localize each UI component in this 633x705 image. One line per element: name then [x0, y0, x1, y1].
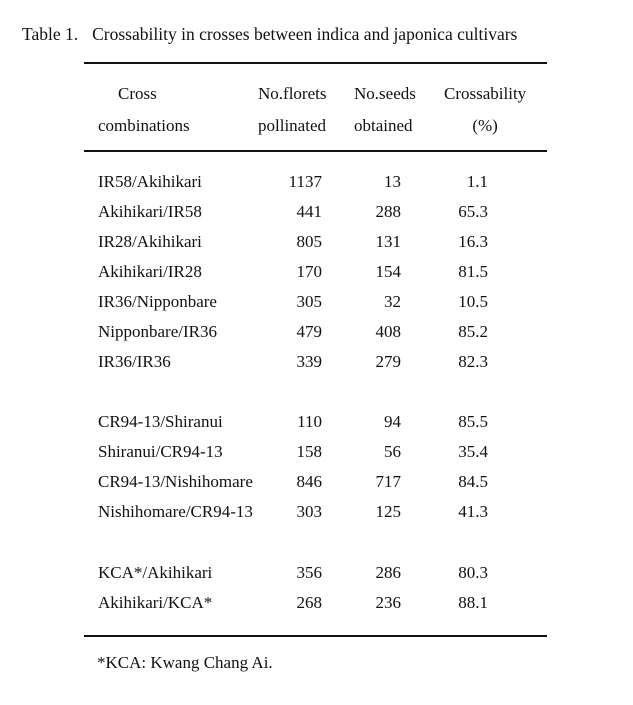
table-row: Nishihomare/CR94-13 303 125 41.3	[98, 502, 488, 521]
table-row: IR36/IR36 339 279 82.3	[98, 352, 488, 371]
table-row: Nipponbare/IR36 479 408 85.2	[98, 322, 488, 341]
table-row: Shiranui/CR94-13 158 56 35.4	[98, 442, 488, 461]
table-row: IR28/Akihikari 805 131 16.3	[98, 232, 488, 251]
table-row: IR36/Nipponbare 305 32 10.5	[98, 292, 488, 311]
table-row: CR94-13/Shiranui 110 94 85.5	[98, 412, 488, 431]
column-header-florets: No.florets pollinated	[258, 84, 327, 135]
header-rule	[84, 150, 547, 152]
table-row: CR94-13/Nishihomare 846 717 84.5	[98, 472, 488, 491]
column-header-cross: Cross combinations	[98, 84, 190, 135]
table-number: Table 1.	[22, 24, 79, 44]
table-footnote: *KCA: Kwang Chang Ai.	[97, 653, 273, 672]
table-row: IR58/Akihikari 1137 13 1.1	[98, 172, 488, 191]
column-header-seeds: No.seeds obtained	[354, 84, 416, 135]
table-row: Akihikari/IR28 170 154 81.5	[98, 262, 488, 281]
table-caption	[22, 24, 517, 45]
table-row: Akihikari/KCA* 268 236 88.1	[98, 593, 488, 612]
table-row: KCA*/Akihikari 356 286 80.3	[98, 563, 488, 582]
column-header-crossability: Crossability (%)	[444, 84, 527, 135]
table-row: Akihikari/IR58 441 288 65.3	[98, 202, 488, 221]
top-rule	[84, 62, 547, 64]
bottom-rule	[84, 635, 547, 637]
table-title: Crossability in crosses between indica and japonica cultivars	[92, 24, 518, 44]
